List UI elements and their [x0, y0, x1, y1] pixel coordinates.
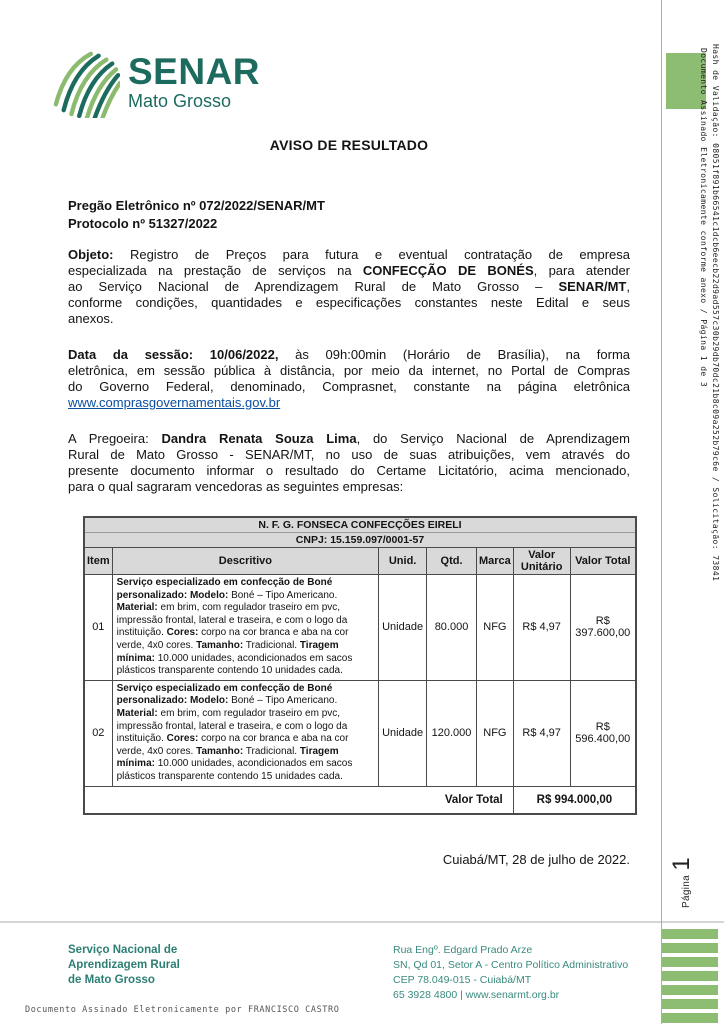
text-segment: Cores:: [166, 733, 199, 745]
cell-marca: NFG: [476, 575, 513, 681]
text-line: [68, 447, 630, 463]
footer-address-line: Rua Engº. Edgard Prado Arze: [393, 944, 533, 956]
text-segment: Material:: [116, 707, 158, 719]
text-segment: Boné – Tipo Americano.: [228, 589, 338, 601]
text-segment: presente documento informar o resultado do Certame Licitatório, acima mencionado,: [68, 463, 630, 478]
text-line: [68, 295, 630, 311]
footer-address-line: SN, Qd 01, Setor A - Centro Político Administrativo: [393, 959, 629, 971]
protocolo-number: Protocolo nº 51327/2022: [68, 216, 218, 231]
footer-org-line: Serviço Nacional de: [68, 944, 178, 956]
electronic-signature-text: Documento Assinado Eletronicamente por FRANCISCO CASTRO: [25, 1005, 340, 1015]
cell-qtd: 80.000: [427, 575, 477, 681]
brand-region: Mato Grosso: [128, 91, 232, 111]
footer-org-line: Aprendizagem Rural: [68, 959, 180, 971]
text-segment: Rural de Mato Grosso - SENAR/MT, no uso de suas atribuições, vem através do: [68, 447, 630, 462]
cell-valor-unitario: R$ 4,97: [513, 575, 570, 681]
text-segment: em brim, com regulador traseiro em pvc, impressão frontal, lateral e traseira, e com o logo da instituição.: [116, 707, 348, 745]
footer-address: [393, 943, 628, 1003]
text-segment: em brim, com regulador traseiro em pvc, impressão frontal, lateral e traseira, e com o logo da instituição.: [116, 602, 348, 639]
cell-valor-total: R$ 596.400,00: [570, 680, 636, 786]
text-segment: Serviço especializado em confecção de Boné personalizado: Modelo:: [116, 577, 333, 601]
text-segment: especializada na prestação de serviços na: [68, 263, 363, 278]
validation-hash-text: Hash de Validação: 08051f891b66541c1dcb6eecb22d9ad557c30b29db70dc21b8c09a252b79c6e / Solicitação: 73841: [711, 44, 720, 582]
text-segment: Objeto:: [68, 247, 114, 262]
side-margin-line: [661, 0, 662, 1024]
table-row-1: [84, 575, 636, 681]
text-line: [68, 379, 630, 395]
city-date-line: Cuiabá/MT, 28 de julho de 2022.: [442, 852, 630, 867]
cell-marca: NFG: [476, 680, 513, 786]
page-label: Página: [681, 875, 692, 908]
cell-item: 02: [84, 680, 112, 786]
text-segment: corpo na cor branca e aba na cor verde, 4x0 cores.: [116, 627, 349, 651]
text-line: [68, 431, 630, 447]
col-valor-total: Valor Total: [570, 548, 636, 575]
text-segment: anexos.: [68, 311, 114, 326]
text-segment: Tiragem mínima:: [116, 745, 339, 770]
text-line: [68, 263, 630, 279]
table-total-row: [84, 786, 636, 814]
text-segment: ,: [626, 279, 630, 294]
logo-text: [128, 46, 260, 112]
total-value: R$ 994.000,00: [513, 786, 636, 814]
text-segment: 10.000 unidades, acondicionados em sacos plásticos transparente contendo 10 unidades cada.: [116, 652, 353, 677]
side-green-stripes: [662, 929, 718, 1024]
paragraph-data-sessao: [68, 347, 630, 411]
text-segment: Registro de Preços para futura e eventual contratação de empresa: [113, 247, 630, 262]
col-qtd: Qtd.: [427, 548, 477, 575]
col-marca: Marca: [476, 548, 513, 575]
cell-valor-total: R$ 397.600,00: [570, 575, 636, 681]
text-segment: do Governo Federal, denominado, Comprasnet, constante na página eletrônica: [68, 379, 630, 394]
text-segment: , do Serviço Nacional de Aprendizagem: [356, 431, 630, 446]
text-segment: corpo na cor branca e aba na cor verde, 4x0 cores.: [116, 733, 349, 757]
text-line: [68, 463, 630, 479]
result-table: [83, 516, 637, 815]
col-item: Item: [84, 548, 112, 575]
footer-address-line: 65 3928 4800 | www.senarmt.org.br: [393, 989, 560, 1001]
text-line: [68, 479, 630, 495]
compras-governamentais-link[interactable]: www.comprasgovernamentais.gov.br: [68, 395, 281, 410]
col-valor-unitario: Valor Unitário: [513, 548, 570, 575]
text-line: [68, 279, 630, 295]
senar-logo: [52, 46, 260, 118]
text-segment: ao Serviço Nacional de Aprendizagem Rural de Mato Grosso –: [68, 279, 559, 294]
pregao-number: Pregão Eletrônico nº 072/2022/SENAR/MT: [68, 198, 325, 213]
cell-unid: Unidade: [379, 680, 427, 786]
text-line: [68, 395, 630, 411]
cell-qtd: 120.000: [427, 680, 477, 786]
text-segment: CONFECÇÃO DE BONÉS: [362, 263, 534, 278]
cell-item: 01: [84, 575, 112, 681]
text-line: [68, 247, 630, 263]
supplier-name-row: [84, 517, 636, 533]
text-segment: Boné – Tipo Americano.: [228, 695, 338, 707]
paragraph-pregoeira: [68, 431, 630, 495]
text-segment: Tiragem mínima:: [116, 639, 339, 664]
text-segment: Tradicional.: [243, 639, 300, 651]
footer-org-line: de Mato Grosso: [68, 974, 155, 986]
cell-valor-unitario: R$ 4,97: [513, 680, 570, 786]
text-segment: Tamanho:: [196, 745, 244, 757]
total-label: Valor Total: [84, 786, 513, 814]
text-segment: Material:: [116, 602, 158, 614]
text-segment: Dandra Renata Souza Lima: [161, 431, 357, 446]
side-signed-text: Documento Assinado Eletronicamente conforme anexo / Página 1 de 3: [699, 48, 708, 388]
text-segment: 10.000 unidades, acondicionados em sacos plásticos transparente contendo 15 unidades cada.: [116, 758, 353, 782]
cell-descritivo: [112, 680, 379, 786]
text-segment: eletrônica, em sessão pública à distância, por meio da internet, no Portal de Compras: [68, 363, 630, 378]
text-segment: conforme condições, quantidades e especificações constantes neste Edital e seus: [68, 295, 630, 310]
reference-block: [68, 197, 325, 233]
text-segment: A Pregoeira:: [68, 431, 162, 446]
footer-address-line: CEP 78.049-015 - Cuiabá/MT: [393, 974, 532, 986]
text-segment: Tradicional.: [243, 745, 300, 757]
text-segment: Cores:: [166, 627, 199, 639]
cell-descritivo: [112, 575, 379, 681]
table-row-2: [84, 680, 636, 786]
text-segment: SENAR/MT: [558, 279, 627, 294]
footer-organization: [68, 943, 180, 988]
paragraph-objeto: [68, 247, 630, 327]
text-segment: Tamanho:: [196, 639, 244, 651]
cell-unid: Unidade: [379, 575, 427, 681]
text-segment: , para atender: [533, 263, 631, 278]
text-segment: Serviço especializado em confecção de Boné personalizado: Modelo:: [116, 682, 333, 707]
supplier-cnpj: CNPJ: 15.159.097/0001-57: [84, 533, 636, 548]
brand-name: SENAR: [128, 51, 261, 92]
page-number: 1: [668, 857, 695, 871]
senar-leaf-icon: [52, 46, 120, 118]
supplier-cnpj-row: [84, 533, 636, 548]
text-segment: às 09h:00min (Horário de Brasília), na forma: [278, 347, 630, 362]
text-line: [68, 347, 630, 363]
text-segment: para o qual sagraram vencedoras as seguintes empresas:: [68, 479, 404, 494]
col-descritivo: Descritivo: [112, 548, 379, 575]
text-line: [68, 363, 630, 379]
page-title: AVISO DE RESULTADO: [269, 137, 429, 153]
text-segment: Data da sessão: 10/06/2022,: [68, 347, 279, 362]
supplier-name: N. F. G. FONSECA CONFECÇÕES EIRELI: [84, 517, 636, 533]
col-unid: Unid.: [379, 548, 427, 575]
text-line: [68, 311, 630, 327]
page-number-badge: [668, 857, 696, 908]
table-header-row: [84, 548, 636, 575]
footer-divider: [0, 921, 724, 923]
